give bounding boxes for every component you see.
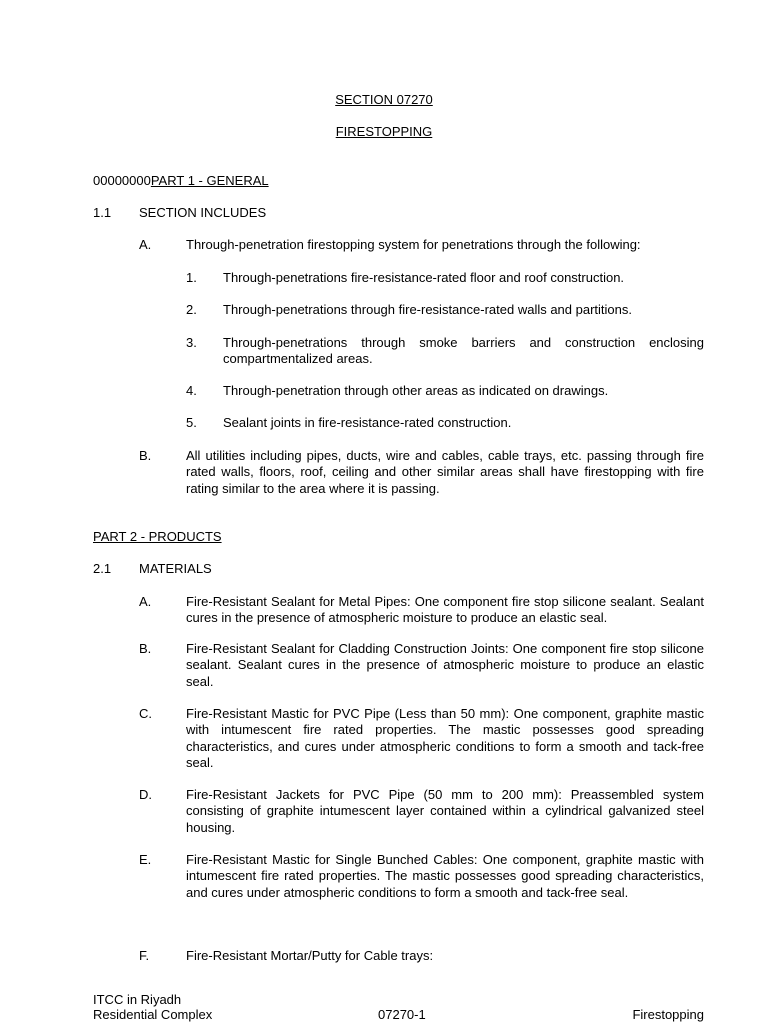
section-number: SECTION 07270	[335, 92, 433, 107]
part1-heading-row	[93, 173, 269, 189]
subitem-text-1: Through-penetrations fire-resistance-rated floor and roof construction.	[223, 270, 625, 285]
footer-page-number: 07270-1	[378, 1007, 426, 1022]
article-number-2-1: 2.1	[93, 561, 112, 576]
article-title-section-includes: SECTION INCLUDES	[139, 205, 267, 220]
subitem-number-4: 4.	[186, 383, 197, 398]
subitem-text-5: Sealant joints in fire-resistance-rated construction.	[223, 415, 512, 430]
material-text-f: Fire-Resistant Mortar/Putty for Cable trays:	[186, 948, 434, 963]
subitem-number-5: 5.	[186, 415, 197, 430]
section-number-title	[0, 92, 768, 108]
section-name: FIRESTOPPING	[335, 124, 433, 139]
item-text-a: Through-penetration firestopping system for penetrations through the following:	[186, 237, 641, 252]
part1-heading: PART 1 - GENERAL	[150, 173, 269, 188]
material-text-e: Fire-Resistant Mastic for Single Bunched Cables: One component, graphite mastic with intumescent fire rated properties. The mastic possesses good spreading characteristics, and cures under atmospheric conditions to form a smooth and tack-free seal.	[186, 852, 704, 900]
item-text-b: All utilities including pipes, ducts, wire and cables, cable trays, etc. passing through fire rated walls, floors, roof, ceiling and other similar areas shall have firestopping with fire rating similar to the area where it is passing.	[186, 448, 704, 496]
part2-heading: PART 2 - PRODUCTS	[93, 529, 222, 544]
material-text-b: Fire-Resistant Sealant for Cladding Construction Joints: One component fire stop silicone sealant. Sealant cures in the presence of atmospheric moisture to produce an elastic seal.	[186, 641, 704, 689]
article-title-materials: MATERIALS	[139, 561, 212, 576]
material-letter-e: E.	[139, 852, 152, 867]
material-letter-b: B.	[139, 641, 152, 656]
subitem-text-2: Through-penetrations through fire-resistance-rated walls and partitions.	[223, 302, 632, 317]
subitem-text-4: Through-penetration through other areas as indicated on drawings.	[223, 383, 609, 398]
part2-heading-row	[93, 529, 222, 545]
material-letter-a: A.	[139, 594, 152, 609]
material-letter-d: D.	[139, 787, 152, 802]
footer-project-subtitle: Residential Complex	[93, 1007, 213, 1022]
footer-project-name: ITCC in Riyadh	[93, 992, 182, 1007]
item-letter-b: B.	[139, 448, 152, 463]
subitem-number-2: 2.	[186, 302, 197, 317]
material-text-a: Fire-Resistant Sealant for Metal Pipes: One component fire stop silicone sealant. Sealant cures in the presence of atmospheric moisture to produce an elastic seal.	[186, 594, 704, 626]
material-text-d: Fire-Resistant Jackets for PVC Pipe (50 mm to 200 mm): Preassembled system consisting of graphite intumescent layer contained within a cylindrical galvanized steel housing.	[186, 787, 704, 835]
subitem-number-3: 3.	[186, 335, 197, 350]
subitem-number-1: 1.	[186, 270, 197, 285]
material-text-c: Fire-Resistant Mastic for PVC Pipe (Less than 50 mm): One component, graphite mastic with intumescent fire rated properties. The mastic possesses good spreading characteristics, and cures under atmospheric conditions to form a smooth and tack-free seal.	[186, 706, 704, 771]
material-letter-c: C.	[139, 706, 152, 721]
subitem-text-3: Through-penetrations through smoke barriers and construction enclosing compartmentalized areas.	[223, 335, 704, 367]
section-name-title	[0, 124, 768, 140]
part1-prefix: 00000000	[93, 173, 151, 188]
item-letter-a: A.	[139, 237, 152, 252]
material-letter-f: F.	[139, 948, 150, 963]
footer-section-name: Firestopping	[632, 1007, 704, 1022]
article-number-1-1: 1.1	[93, 205, 112, 220]
